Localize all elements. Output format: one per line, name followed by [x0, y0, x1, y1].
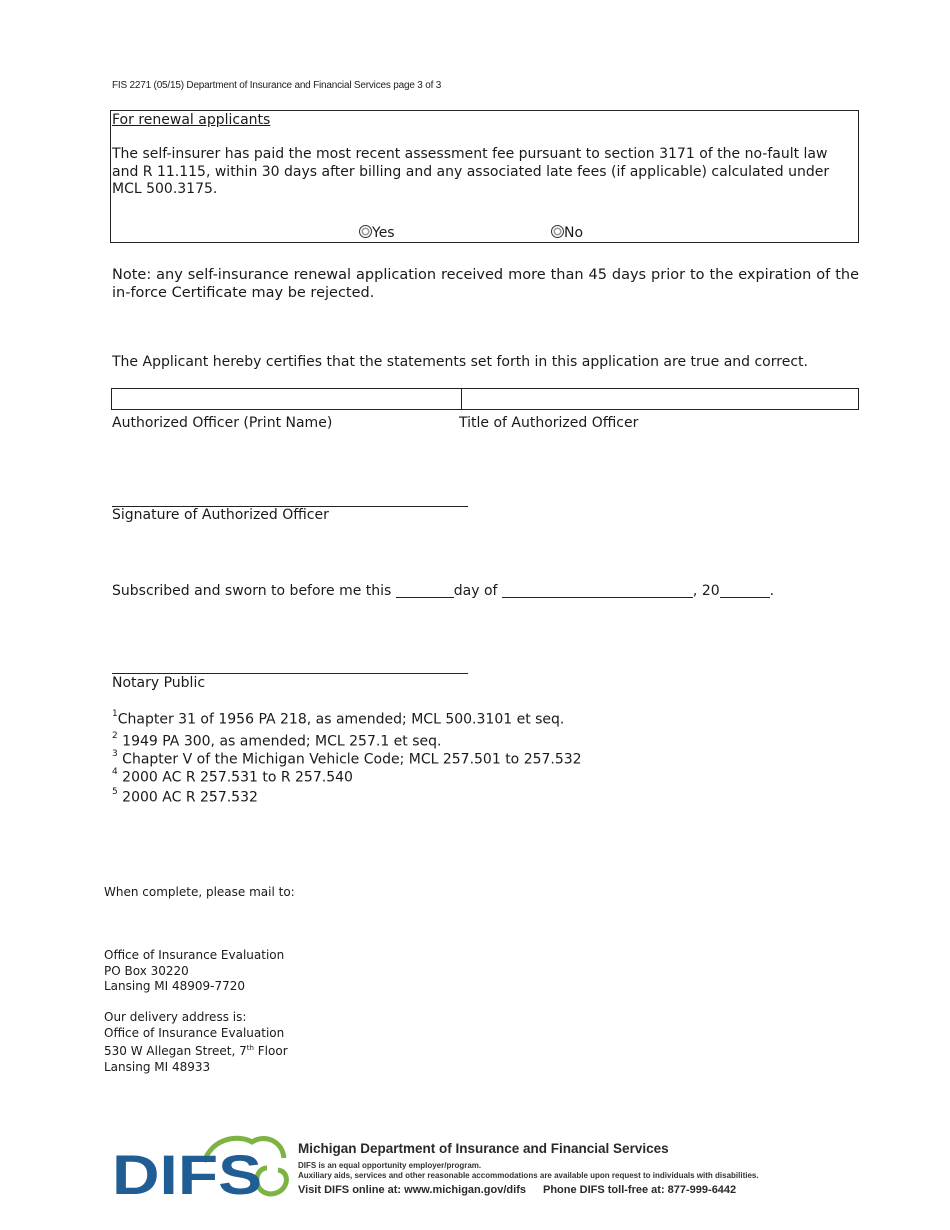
org-name: Michigan Department of Insurance and Financial Services: [298, 1141, 669, 1156]
no-label: No: [564, 225, 584, 241]
delivery-street-line: [104, 1041, 288, 1060]
delivery-sup: th: [246, 1044, 254, 1052]
certification-statement: The Applicant hereby certifies that the statements set forth in this application are true and correct.: [112, 354, 808, 370]
day-blank[interactable]: [396, 583, 454, 598]
footnote-text: 2000 AC R 257.531 to R 257.540: [117, 769, 353, 786]
address-line: PO Box 30220: [104, 963, 189, 978]
sworn-prefix: Subscribed and sworn to before me this: [112, 583, 396, 599]
sworn-year-prefix: , 20: [692, 583, 720, 599]
footnote: [112, 789, 258, 806]
footnote-text: Chapter 31 of 1956 PA 218, as amended; MCL 500.3101 et seq.: [117, 711, 565, 728]
footnote-number: 2: [112, 731, 118, 741]
footnote: [112, 769, 353, 786]
yes-radio[interactable]: [359, 225, 372, 238]
year-blank[interactable]: [720, 583, 770, 598]
footnote: [112, 711, 564, 728]
mailing-address: [104, 948, 284, 995]
footnote-number: 3: [112, 749, 118, 759]
contact-line: [298, 1184, 736, 1196]
notary-label: Notary Public: [112, 675, 206, 691]
difs-logo: [112, 1132, 302, 1200]
phone-number: Phone DIFS toll-free at: 877-999-6442: [542, 1184, 737, 1196]
form-header: FIS 2271 (05/15) Department of Insurance and Financial Services page 3 of 3: [112, 80, 442, 91]
notary-signature-line[interactable]: [112, 673, 468, 674]
address-line: Office of Insurance Evaluation: [104, 948, 285, 962]
renewal-note: Note: any self-insurance renewal application received more than 45 days prior to the expiration of the in-force Certificate may be rejected.: [112, 267, 859, 301]
address-line: Lansing MI 48909-7720: [104, 979, 246, 993]
footnote-text: 2000 AC R 257.532: [117, 789, 258, 806]
footnote-number: 1: [112, 709, 118, 719]
delivery-street: 530 W Allegan Street, 7: [104, 1044, 247, 1058]
delivery-line: Office of Insurance Evaluation: [104, 1025, 285, 1040]
renewal-heading: For renewal applicants: [112, 112, 271, 128]
no-option[interactable]: [551, 222, 583, 241]
footnote-number: 4: [112, 767, 118, 777]
sworn-end: .: [769, 583, 775, 599]
renewal-statement: The self-insurer has paid the most recent assessment fee pursuant to section 3171 of the no-fault law and R 11.115, within 30 days after billing and any associated late fees (if applicable) calculated under MCL 500.3175.: [112, 146, 830, 197]
no-radio[interactable]: [551, 225, 564, 238]
officer-title-field[interactable]: [462, 389, 858, 409]
accommodations-statement: Auxiliary aids, services and other reasonable accommodations are available upon request to individuals with disabilities.: [298, 1171, 759, 1180]
delivery-address: [104, 1010, 288, 1075]
footnote-number: 5: [112, 787, 118, 797]
renewal-section: [110, 110, 859, 243]
officer-info-row: [111, 388, 859, 410]
signature-label: Signature of Authorized Officer: [112, 507, 329, 523]
officer-name-label: Authorized Officer (Print Name): [112, 415, 333, 431]
footnote: [112, 733, 441, 750]
delivery-city: Lansing MI 48933: [104, 1059, 211, 1074]
delivery-intro: Our delivery address is:: [104, 1010, 247, 1024]
logo-text: DIFS: [112, 1143, 262, 1200]
footnote: [112, 751, 582, 768]
eeo-statement: DIFS is an equal opportunity employer/program.: [298, 1161, 482, 1170]
officer-name-field[interactable]: [112, 389, 462, 409]
website-link[interactable]: Visit DIFS online at: www.michigan.gov/difs: [298, 1184, 526, 1196]
footnote-text: Chapter V of the Michigan Vehicle Code; MCL 257.501 to 257.532: [117, 751, 582, 768]
officer-title-label: Title of Authorized Officer: [459, 415, 639, 431]
delivery-floor: Floor: [253, 1044, 288, 1058]
yes-label: Yes: [372, 225, 395, 241]
sworn-statement: [112, 583, 774, 599]
yes-option[interactable]: [359, 222, 395, 241]
mail-intro: When complete, please mail to:: [104, 885, 295, 899]
sworn-day-of: day of: [453, 583, 502, 599]
footnote-text: 1949 PA 300, as amended; MCL 257.1 et seq.: [117, 733, 442, 750]
month-blank[interactable]: [502, 583, 693, 598]
